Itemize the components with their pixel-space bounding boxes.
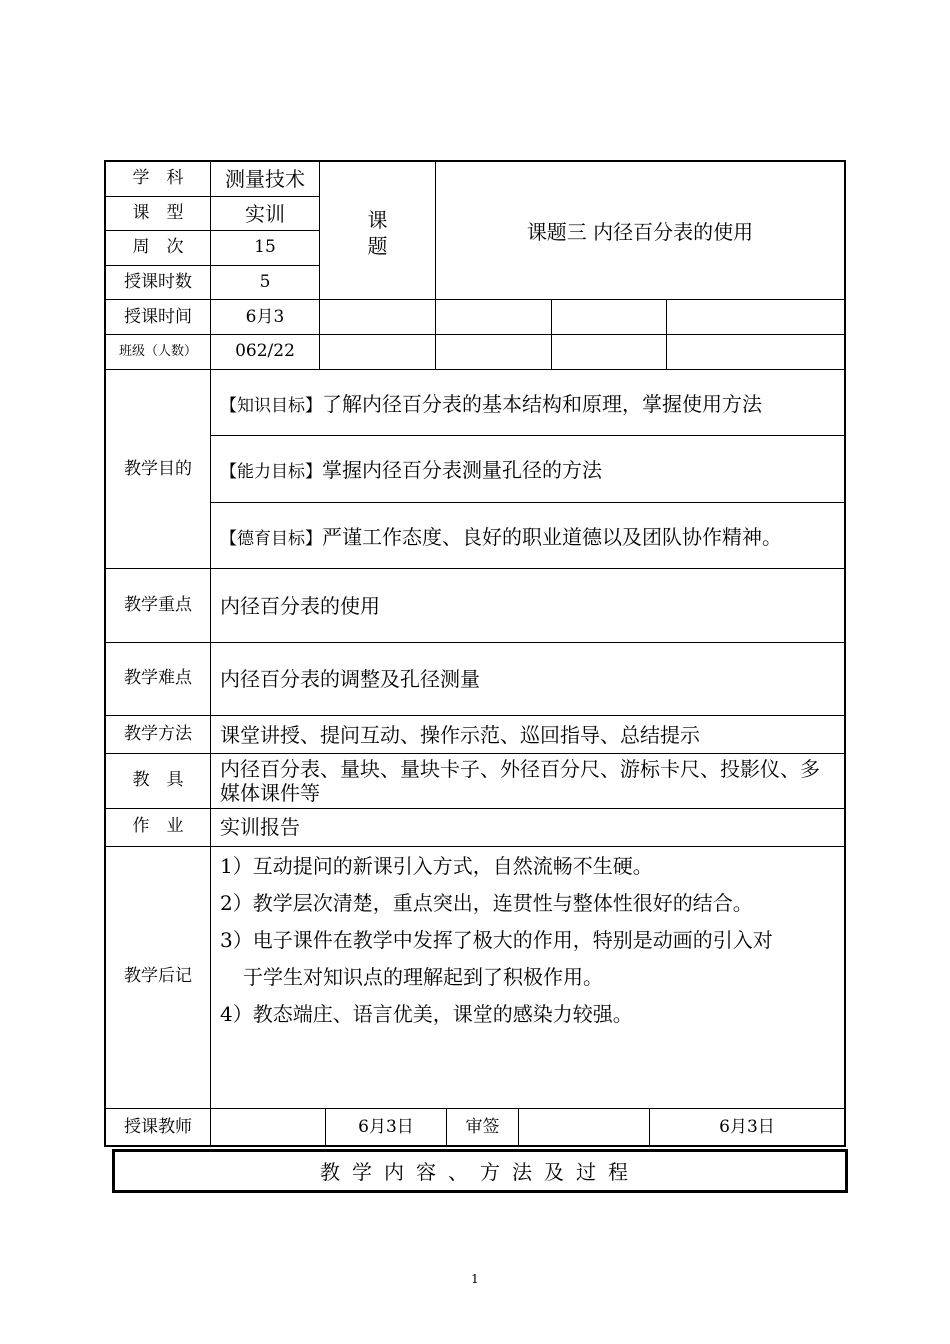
teacher-date: 6月3日 xyxy=(358,1117,414,1137)
reflection-label: 教学后记 xyxy=(124,966,192,986)
ability-objective xyxy=(220,460,602,481)
knowledge-text: 了解内径百分表的基本结构和原理，掌握使用方法 xyxy=(322,392,762,416)
hours-label: 授课时数 xyxy=(124,272,192,292)
reflection-item: 2）教学层次清楚，重点突出，连贯性与整体性很好的结合。 xyxy=(220,891,753,915)
objectives-label: 教学目的 xyxy=(124,459,192,479)
week-label: 周 次 xyxy=(132,237,184,257)
method-label: 教学方法 xyxy=(124,724,192,744)
date-label: 授课时间 xyxy=(124,307,192,327)
moral-objective xyxy=(220,527,782,548)
ability-tag: 【能力目标】 xyxy=(220,462,322,482)
reflection-item: 3）电子课件在教学中发挥了极大的作用，特别是动画的引入对 xyxy=(220,928,773,952)
hours-value: 5 xyxy=(259,272,271,292)
topic-label-1: 课 xyxy=(367,208,388,232)
tools-line-2: 媒体课件等 xyxy=(220,781,320,805)
ability-text: 掌握内径百分表测量孔径的方法 xyxy=(322,458,602,482)
homework-value: 实训报告 xyxy=(220,815,300,839)
method-value: 课堂讲授、提问互动、操作示范、巡回指导、总结提示 xyxy=(220,723,700,747)
homework-label: 作 业 xyxy=(132,816,184,836)
page-number: 1 xyxy=(471,1272,479,1286)
date-value: 6月3 xyxy=(245,307,285,327)
tools-label: 教 具 xyxy=(132,770,184,790)
tools-line-1: 内径百分表、量块、量块卡子、外径百分尺、游标卡尺、投影仪、多 xyxy=(220,757,820,781)
section-title: 教学内容、方法及过程 xyxy=(320,1160,640,1184)
topic-label-2: 题 xyxy=(367,234,388,258)
knowledge-objective xyxy=(220,394,762,415)
subject-label: 学 科 xyxy=(132,168,184,188)
subject-value: 测量技术 xyxy=(225,167,305,191)
moral-tag: 【德育目标】 xyxy=(220,529,322,549)
difficulty-label: 教学难点 xyxy=(124,668,192,688)
section-title-box xyxy=(112,1149,848,1193)
type-label: 课 型 xyxy=(132,203,184,223)
reflection-item: 4）教态端庄、语言优美，课堂的感染力较强。 xyxy=(220,1002,633,1026)
key-point-value: 内径百分表的使用 xyxy=(220,594,380,618)
table-border-top xyxy=(104,160,846,162)
class-label: 班级（人数） xyxy=(118,344,197,359)
difficulty-value: 内径百分表的调整及孔径测量 xyxy=(220,667,480,691)
review-date: 6月3日 xyxy=(719,1117,775,1137)
review-label: 审签 xyxy=(465,1117,500,1137)
key-point-label: 教学重点 xyxy=(124,595,192,615)
knowledge-tag: 【知识目标】 xyxy=(220,396,322,416)
reflection-item: 于学生对知识点的理解起到了积极作用。 xyxy=(243,965,603,989)
reflection-item: 1）互动提问的新课引入方式，自然流畅不生硬。 xyxy=(220,854,653,878)
week-value: 15 xyxy=(254,237,276,257)
table-border-bottom xyxy=(104,1145,846,1147)
class-value: 062/22 xyxy=(235,341,295,361)
teacher-label: 授课教师 xyxy=(124,1117,192,1137)
table-border-right xyxy=(844,160,846,1147)
type-value: 实训 xyxy=(245,202,285,226)
topic-value: 课题三 内径百分表的使用 xyxy=(526,220,754,244)
moral-text: 严谨工作态度、良好的职业道德以及团队协作精神。 xyxy=(322,525,782,549)
